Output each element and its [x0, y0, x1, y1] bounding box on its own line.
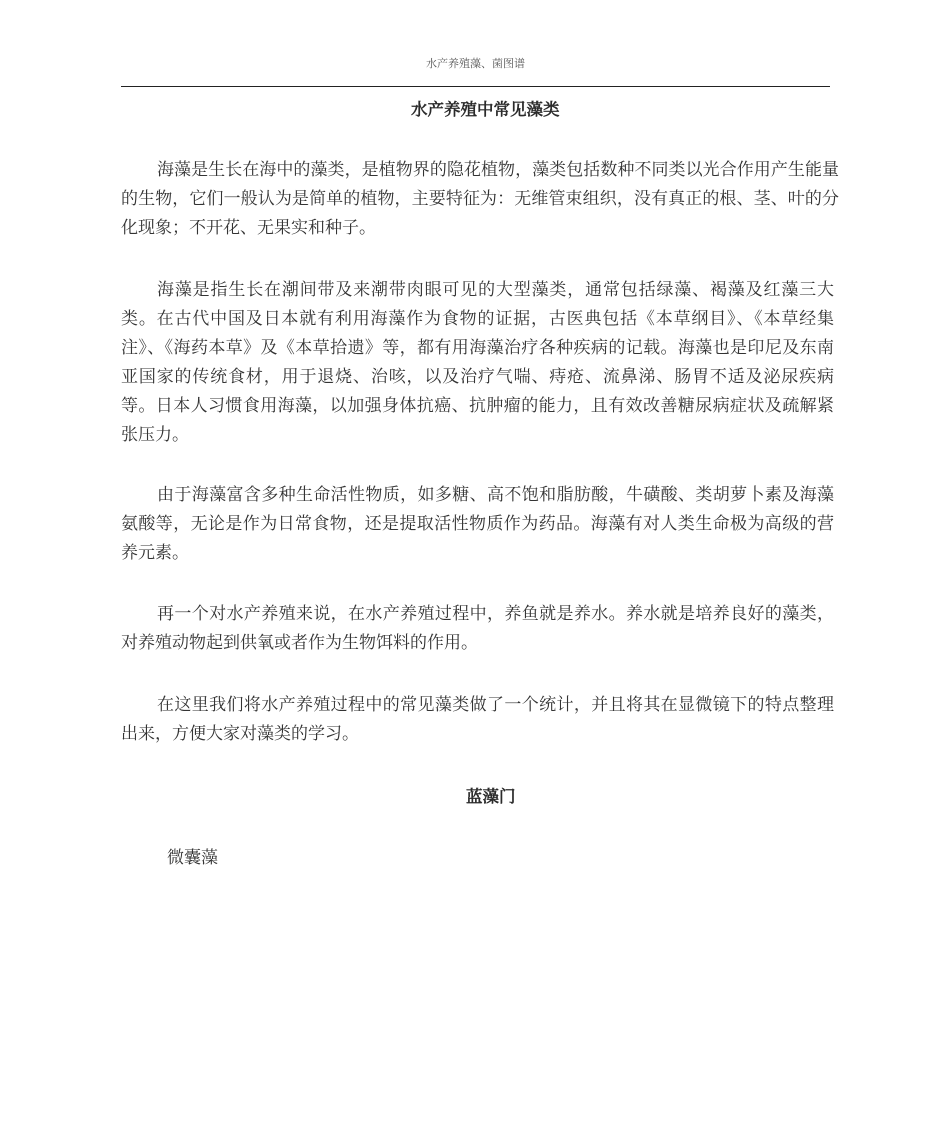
- item-microcystis: 微囊藻: [167, 848, 218, 868]
- section-heading-cyanophyta: 蓝藻门: [466, 787, 516, 806]
- header-divider: [121, 86, 830, 87]
- paragraph-intro: 海藻是生长在海中的藻类，是植物界的隐花植物，藻类包括数种不同类以光合作用产生能量的生物，它们一般认为是简单的植物，主要特征为：无维管束组织，没有真正的根、茎、叶的分化现象；不开花、无果实和种子。: [121, 160, 839, 238]
- paragraph-aquaculture: 再一个对水产养殖来说，在水产养殖过程中，养鱼就是养水。养水就是培养良好的藻类，对养殖动物起到供氧或者作为生物饵料的作用。: [121, 604, 834, 653]
- running-header: 水产养殖藻、菌图谱: [426, 57, 525, 70]
- paragraph-history: 海藻是指生长在潮间带及来潮带肉眼可见的大型藻类，通常包括绿藻、褐藻及红藻三大类。在古代中国及日本就有利用海藻作为食物的证据，古医典包括《本草纲目》、《本草经集注》、《海药本草》及《本草拾遗》等，都有用海藻治疗各种疾病的记载。海藻也是印尼及东南亚国家的传统食材，用于退烧、治咳，以及治疗气喘、痔疮、流鼻涕、肠胃不适及泌尿疾病等。日本人习惯食用海藻，以加强身体抗癌、抗肿瘤的能力，且有效改善糖尿病症状及疏解紧张压力。: [121, 280, 834, 445]
- document-title: 水产养殖中常见藻类: [411, 100, 560, 119]
- paragraph-nutrition: 由于海藻富含多种生命活性物质，如多糖、高不饱和脂肪酸，牛磺酸、类胡萝卜素及海藻氨酸等，无论是作为日常食物，还是提取活性物质作为药品。海藻有对人类生命极为高级的营养元素。: [121, 485, 834, 563]
- paragraph-purpose: 在这里我们将水产养殖过程中的常见藻类做了一个统计，并且将其在显微镜下的特点整理出来，方便大家对藻类的学习。: [121, 695, 834, 744]
